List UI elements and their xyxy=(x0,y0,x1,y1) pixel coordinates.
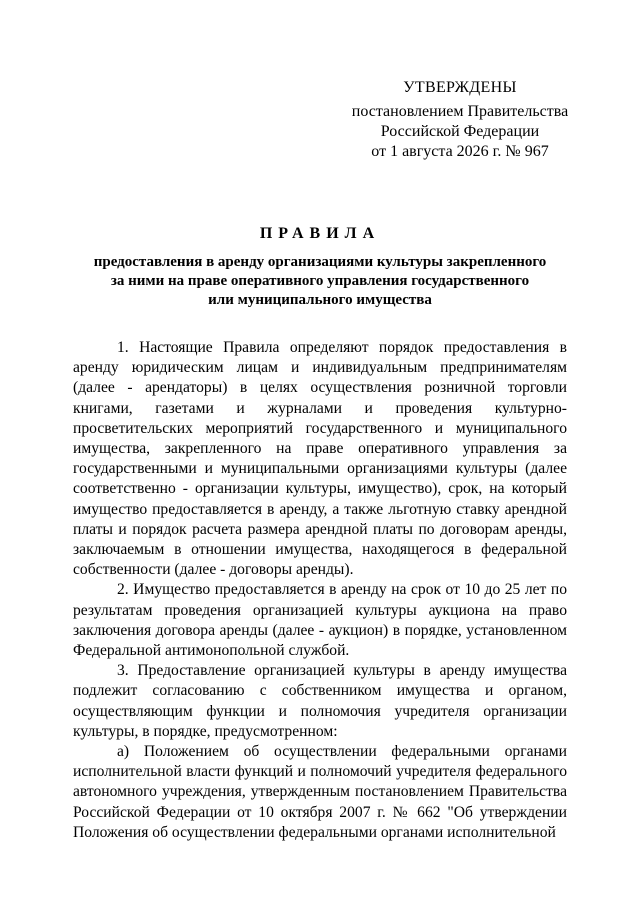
paragraph-3: 3. Предоставление организацией культуры в аренду имущества подлежит согласованию с собственником имущества и органом, осуществляющим функции и полномочия учредителя организации культуры, в порядке, предусмотренном: xyxy=(73,662,567,740)
approval-line-3: от 1 августа 2026 г. № 967 xyxy=(371,143,549,160)
approval-line-1: постановлением Правительства xyxy=(351,103,569,120)
subtitle-line-3: или муниципального имущества xyxy=(208,292,432,308)
approval-block xyxy=(330,78,590,162)
approval-stamp: УТВЕРЖДЕНЫ xyxy=(403,79,517,96)
subtitle-line-1: предоставления в аренду организациями культуры закрепленного xyxy=(93,254,547,270)
paragraph-2: 2. Имущество предоставляется в аренду на срок от 10 до 25 лет по результатам проведения организацией культуры аукциона на право заключения договора аренды (далее - аукцион) в порядке, установленном Федеральной антимонопольной службой. xyxy=(73,581,567,660)
document-subtitle xyxy=(70,253,570,310)
document-title: ПРАВИЛА xyxy=(259,225,381,242)
document-body xyxy=(73,338,567,843)
paragraph-1: 1. Настоящие Правила определяют порядок предоставления в аренду юридическим лицам и индивидуальным предпринимателям (далее - арендаторы) в целях осуществления розничной торговли книгами, газетами и журналами и проведения культурно-просветительских мероприятий государственного и муниципального имущества, закрепленного на праве оперативного управления за государственными и муниципальными организациями культуры (далее соответственно - организации культуры, имущество), срок, на который имущество предоставляется в аренду, а также льготную ставку арендной платы и порядок расчета размера арендной платы по договорам аренды, заключаемым в отношении имущества, находящегося в федеральной собственности (далее - договоры аренды). xyxy=(73,339,567,579)
approval-line-2: Российской Федерации xyxy=(380,123,540,140)
subtitle-line-2: за ними на праве оперативного управления государственного xyxy=(110,273,530,289)
paragraph-3a: а) Положением об осуществлении федеральными органами исполнительной власти функций и полномочий учредителя федерального автономного учреждения, утвержденным постановлением Правительства Российской Федерации от 10 октября 2007 г. № 662 "Об утверждении Положения об осуществлении федеральными органами исполнительной xyxy=(73,743,567,841)
